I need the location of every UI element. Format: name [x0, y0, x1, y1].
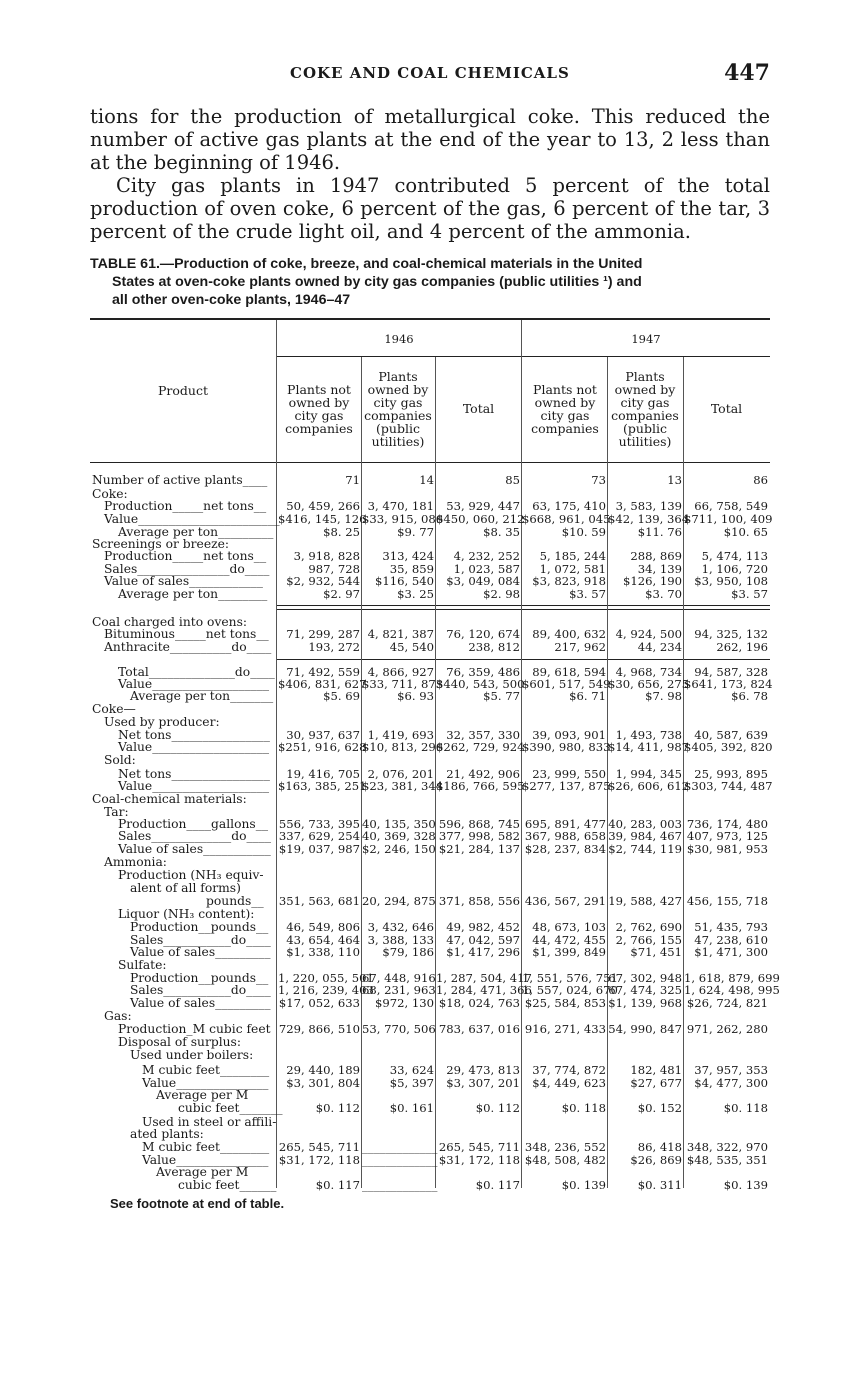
table-cell: 1, 493, 738 — [615, 728, 682, 742]
table-cell: $440, 543, 500 — [436, 677, 525, 691]
table-cell: 47, 238, 610 — [694, 933, 768, 947]
table-cell: $0. 161 — [389, 1101, 434, 1115]
row-label: ated plants: — [130, 1127, 204, 1141]
table-cell: $0. 311 — [637, 1178, 682, 1192]
table-cell: 73 — [591, 473, 606, 487]
table-cell: $5. 77 — [483, 689, 520, 703]
row-label: Liquor (NH₃ content): — [118, 907, 255, 921]
table-cell: $0. 112 — [475, 1101, 520, 1115]
table-cell: 66, 758, 549 — [694, 499, 768, 513]
page-number: 447 — [724, 60, 770, 86]
table-cell: $262, 729, 924 — [436, 740, 525, 754]
row-label: Production____gallons__ — [118, 817, 269, 831]
row-label: Production (NH₃ equiv- — [118, 868, 264, 882]
table-cell: 40, 283, 003 — [608, 817, 682, 831]
column-header: Plants not owned by city gas companies — [531, 382, 599, 436]
table-cell: 217, 962 — [554, 640, 606, 654]
row-label: Production__pounds__ — [130, 971, 269, 985]
table-cell: 1, 618, 879, 699 — [684, 971, 780, 985]
row-label: Sales_______________do____ — [104, 562, 270, 576]
table-cell: $390, 980, 833 — [522, 740, 611, 754]
table-cell: $28, 237, 834 — [524, 842, 606, 856]
row-label: Production_____net tons__ — [104, 499, 267, 513]
row-label: Production_M cubic feet — [118, 1022, 271, 1036]
table-cell: $1, 417, 296 — [446, 945, 520, 959]
table-cell: 67, 474, 325 — [608, 983, 682, 997]
table-cell: 94, 325, 132 — [694, 627, 768, 641]
table-cell: $3, 950, 108 — [694, 574, 768, 588]
table-cell: 377, 998, 582 — [438, 829, 520, 843]
table-cell: $4, 449, 623 — [532, 1076, 606, 1090]
table-cell: 94, 587, 328 — [694, 665, 768, 679]
column-header: Total — [462, 401, 495, 416]
row-label: Value of sales_________ — [130, 945, 271, 959]
row-label: M cubic feet________ — [142, 1063, 270, 1077]
table-cell: $6. 93 — [397, 689, 434, 703]
table-cell: 596, 868, 745 — [438, 817, 520, 831]
table-cell: 89, 618, 594 — [532, 665, 606, 679]
table-cell: $25, 584, 853 — [524, 996, 606, 1010]
table-cell: 2, 762, 690 — [615, 920, 682, 934]
paragraph: tions for the production of metallurgical coke. This reduced the number of active gas plants at the end of the year to 13, 2 less than at the beginning of 1946. — [90, 105, 770, 174]
row-label: Value___________________ — [118, 740, 270, 754]
table-cell: $18, 024, 763 — [438, 996, 520, 1010]
row-label: Production__pounds__ — [130, 920, 269, 934]
table-cell: $33, 915, 086 — [362, 512, 444, 526]
table-cell: $406, 831, 627 — [278, 677, 367, 691]
row-label: Disposal of surplus: — [118, 1035, 242, 1049]
paragraph: City gas plants in 1947 contributed 5 percent of the total production of oven coke, 6 percent of the gas, 6 percent of the tar, 3 percent of the crude light oil, and 4 percent of the ammonia. — [90, 174, 770, 243]
table-cell: 30, 937, 637 — [286, 728, 360, 742]
table-cell: $1, 399, 849 — [532, 945, 606, 959]
row-label: Average per ton_________ — [118, 525, 274, 539]
row-label: Average per M — [156, 1165, 249, 1179]
table-cell: $71, 451 — [630, 945, 682, 959]
table-cell: $163, 385, 251 — [278, 779, 367, 793]
table-cell: 407, 973, 125 — [686, 829, 768, 843]
table-cell: $641, 173, 824 — [684, 677, 773, 691]
table-cell: $3, 823, 918 — [532, 574, 606, 588]
table-cell: 971, 262, 280 — [686, 1022, 768, 1036]
table-cell: $30, 656, 275 — [608, 677, 690, 691]
table-cell: $450, 060, 212 — [436, 512, 525, 526]
table-cell: $0. 117 — [475, 1178, 520, 1192]
table-cell: $31, 172, 118 — [278, 1153, 360, 1167]
table-cell: 14 — [419, 473, 434, 487]
table-cell: $8. 25 — [323, 525, 360, 539]
table-cell: 1, 624, 498, 995 — [684, 983, 780, 997]
table-cell: $251, 916, 628 — [278, 740, 367, 754]
table-cell: 45, 540 — [389, 640, 434, 654]
row-label: Sales___________do____ — [130, 933, 271, 947]
table-cell: $42, 139, 364 — [608, 512, 690, 526]
table-cell: $668, 961, 045 — [522, 512, 611, 526]
row-label: Average per M — [156, 1088, 249, 1102]
table-cell: $48, 535, 351 — [686, 1153, 768, 1167]
table-cell: 29, 473, 813 — [446, 1063, 520, 1077]
table-cell: $1, 139, 968 — [608, 996, 682, 1010]
column-header: Plants not owned by city gas companies — [285, 382, 353, 436]
table-cell: 1, 220, 055, 501 — [278, 971, 374, 985]
table-cell: 4, 821, 387 — [367, 627, 434, 641]
table-cell: 85 — [505, 473, 520, 487]
table-row — [0, 1179, 854, 1192]
table-cell: 25, 993, 895 — [694, 767, 768, 781]
table-cell: 4, 968, 734 — [615, 665, 682, 679]
row-label: Used by producer: — [104, 715, 220, 729]
table-cell: $0. 118 — [723, 1101, 768, 1115]
year-header-1946: 1946 — [384, 332, 414, 346]
table-cell: 39, 984, 467 — [608, 829, 682, 843]
table-cell: 337, 629, 254 — [278, 829, 360, 843]
table-cell: 40, 369, 328 — [362, 829, 436, 843]
table-cell: 76, 359, 486 — [446, 665, 520, 679]
table-top-rule — [90, 318, 770, 320]
row-label: Sulfate: — [118, 958, 167, 972]
table-cell: $10. 65 — [723, 525, 768, 539]
table-cell: 53, 770, 506 — [362, 1022, 436, 1036]
table-cell: 44, 234 — [637, 640, 682, 654]
header-bottom-rule — [90, 462, 770, 463]
table-cell: 348, 322, 970 — [686, 1140, 768, 1154]
table-cell: $3, 049, 084 — [446, 574, 520, 588]
table-cell: $2, 932, 544 — [286, 574, 360, 588]
table-cell: $2. 97 — [323, 587, 360, 601]
table-row — [0, 869, 854, 882]
table-cell: 4, 924, 500 — [615, 627, 682, 641]
table-cell: 351, 563, 681 — [278, 894, 360, 908]
row-label: Coal charged into ovens: — [92, 615, 248, 629]
table-cell: $27, 677 — [630, 1076, 682, 1090]
table-cell: 37, 957, 353 — [694, 1063, 768, 1077]
table-cell: 44, 472, 455 — [532, 933, 606, 947]
row-label: Total______________do____ — [118, 665, 275, 679]
row-label: Production_____net tons__ — [104, 549, 267, 563]
table-row — [0, 1036, 854, 1049]
table-cell: 46, 549, 806 — [286, 920, 360, 934]
row-label: Value of sales___________ — [118, 842, 271, 856]
table-cell: 67, 302, 948 — [608, 971, 682, 985]
column-header: Plants owned by city gas companies (public utilities) — [364, 369, 432, 449]
table-cell: 19, 588, 427 — [608, 894, 682, 908]
table-cell: $21, 284, 137 — [438, 842, 520, 856]
table-cell: $17, 052, 633 — [278, 996, 360, 1010]
table-cell: 40, 135, 350 — [362, 817, 436, 831]
table-cell: $7. 98 — [645, 689, 682, 703]
table-cell: $33, 711, 873 — [362, 677, 444, 691]
table-cell: $186, 766, 595 — [436, 779, 525, 793]
table-cell: 39, 093, 901 — [532, 728, 606, 742]
table-cell: $30, 981, 953 — [686, 842, 768, 856]
table-cell: 288, 869 — [630, 549, 682, 563]
table-cell: $9. 77 — [397, 525, 434, 539]
product-header: Product — [158, 383, 208, 398]
table-cell: 1, 994, 345 — [615, 767, 682, 781]
table-cell: $3, 307, 201 — [446, 1076, 520, 1090]
row-label: Bituminous_____net tons__ — [104, 627, 269, 641]
table-cell: $79, 186 — [382, 945, 434, 959]
table-cell: 1, 287, 504, 417 — [436, 971, 532, 985]
table-cell: 1, 106, 720 — [701, 562, 768, 576]
table-cell: 736, 174, 480 — [686, 817, 768, 831]
table-cell: _____________ — [362, 1178, 438, 1192]
table-cell: 238, 812 — [468, 640, 520, 654]
row-label: Used in steel or affili- — [142, 1115, 277, 1129]
table-cell: 3, 918, 828 — [293, 549, 360, 563]
table-cell: 68, 231, 963 — [362, 983, 436, 997]
table-row — [0, 1049, 854, 1062]
table-cell: 71, 299, 287 — [286, 627, 360, 641]
table-cell: 1, 557, 024, 670 — [522, 983, 618, 997]
table-cell: 265, 545, 711 — [278, 1140, 360, 1154]
row-label: Average per ton_______ — [130, 689, 274, 703]
table-cell: 67, 448, 916 — [362, 971, 436, 985]
table-cell: 53, 929, 447 — [446, 499, 520, 513]
table-cell: $0. 152 — [637, 1101, 682, 1115]
row-label: Sales_____________do____ — [118, 829, 272, 843]
table-cell: _____________ — [362, 1153, 438, 1167]
row-label: Ammonia: — [104, 855, 167, 869]
table-cell: $5, 397 — [389, 1076, 434, 1090]
table-cell: 371, 858, 556 — [438, 894, 520, 908]
row-label: Value of sales_________ — [130, 996, 271, 1010]
table-cell: $3. 25 — [397, 587, 434, 601]
table-cell: $3. 70 — [645, 587, 682, 601]
table-cell: $0. 139 — [723, 1178, 768, 1192]
table-cell: $601, 517, 549 — [522, 677, 611, 691]
table-cell: $26, 724, 821 — [686, 996, 768, 1010]
table-cell: $10. 59 — [561, 525, 606, 539]
row-label: Coke— — [92, 702, 136, 716]
table-cell: 71 — [345, 473, 360, 487]
table-row — [0, 588, 854, 601]
caption-line: TABLE 61.—Production of coke, breeze, and coal-chemical materials in the United — [90, 256, 643, 272]
table-cell: 3, 470, 181 — [367, 499, 434, 513]
year-rule — [276, 356, 770, 357]
table-cell: $0. 112 — [315, 1101, 360, 1115]
row-label: alent of all forms) — [130, 881, 241, 895]
table-cell: 3, 432, 646 — [367, 920, 434, 934]
table-row — [0, 474, 854, 487]
row-label: Value___________________ — [118, 677, 270, 691]
table-cell: $10, 813, 296 — [362, 740, 444, 754]
table-cell: 71, 492, 559 — [286, 665, 360, 679]
row-label: Value___________________ — [118, 779, 270, 793]
table-cell: 54, 990, 847 — [608, 1022, 682, 1036]
table-cell: $972, 130 — [374, 996, 434, 1010]
table-cell: $6. 78 — [731, 689, 768, 703]
row-label: pounds__ — [206, 894, 264, 908]
table-cell: 1, 551, 576, 751 — [522, 971, 618, 985]
table-cell: 20, 294, 875 — [362, 894, 436, 908]
table-cell: 5, 185, 244 — [539, 549, 606, 563]
section-rule — [276, 605, 770, 606]
table-cell: 367, 988, 658 — [524, 829, 606, 843]
table-row — [0, 754, 854, 767]
table-cell: 4, 866, 927 — [367, 665, 434, 679]
table-cell: 34, 139 — [637, 562, 682, 576]
table-cell: $0. 117 — [315, 1178, 360, 1192]
row-label: Sold: — [104, 753, 136, 767]
table-cell: 1, 072, 581 — [539, 562, 606, 576]
table-cell: 3, 388, 133 — [367, 933, 434, 947]
table-cell: 50, 459, 266 — [286, 499, 360, 513]
table-cell: $277, 137, 875 — [522, 779, 611, 793]
table-cell: 89, 400, 632 — [532, 627, 606, 641]
table-cell: 3, 583, 139 — [615, 499, 682, 513]
table-cell: 49, 982, 452 — [446, 920, 520, 934]
table-cell: 1, 419, 693 — [367, 728, 434, 742]
table-cell: 76, 120, 674 — [446, 627, 520, 641]
row-label: cubic feet_______ — [178, 1101, 283, 1115]
table-cell: $126, 190 — [622, 574, 682, 588]
row-label: Value_______________________ — [104, 512, 280, 526]
table-cell: 86, 418 — [637, 1140, 682, 1154]
table-cell: 182, 481 — [630, 1063, 682, 1077]
table-cell: $11. 76 — [637, 525, 682, 539]
caption-line: States at oven-coke plants owned by city gas companies (public utilities ¹) and — [112, 274, 642, 290]
column-header: Total — [710, 401, 743, 416]
table-cell: $2. 98 — [483, 587, 520, 601]
table-cell: $5. 69 — [323, 689, 360, 703]
table-cell: 262, 196 — [716, 640, 768, 654]
table-cell: 695, 891, 477 — [524, 817, 606, 831]
table-cell: 2, 766, 155 — [615, 933, 682, 947]
page-header — [90, 60, 770, 90]
row-label: cubic feet______ — [178, 1178, 277, 1192]
row-label: Number of active plants____ — [92, 473, 268, 487]
table-cell: 51, 435, 793 — [694, 920, 768, 934]
row-label: Coal-chemical materials: — [92, 792, 247, 806]
table-cell: 456, 155, 718 — [686, 894, 768, 908]
table-cell: $14, 411, 987 — [608, 740, 690, 754]
table-cell: $8. 35 — [483, 525, 520, 539]
table-cell: $1, 471, 300 — [694, 945, 768, 959]
table-cell: 1, 284, 471, 366 — [436, 983, 532, 997]
table-cell: $3, 301, 804 — [286, 1076, 360, 1090]
year-header-1947: 1947 — [631, 332, 661, 346]
table-cell: 35, 859 — [389, 562, 434, 576]
table-cell: 783, 637, 016 — [438, 1022, 520, 1036]
row-label: Sales___________do____ — [130, 983, 271, 997]
table-cell: 5, 474, 113 — [701, 549, 768, 563]
row-label: Anthracite__________do____ — [104, 640, 272, 654]
table-cell: $2, 744, 119 — [608, 842, 682, 856]
table-cell: 436, 567, 291 — [524, 894, 606, 908]
row-label: Value_______________ — [142, 1076, 269, 1090]
table-cell: $23, 381, 344 — [362, 779, 444, 793]
table-cell: _____________ — [362, 1140, 438, 1154]
table-cell: $26, 869 — [630, 1153, 682, 1167]
row-label: Net tons________________ — [118, 728, 270, 742]
table-cell: $416, 145, 126 — [278, 512, 367, 526]
table-cell: $3. 57 — [569, 587, 606, 601]
column-header: Plants owned by city gas companies (public utilities) — [611, 369, 679, 449]
table-cell: 48, 673, 103 — [532, 920, 606, 934]
row-label: Average per ton________ — [118, 587, 268, 601]
table-cell: $19, 037, 987 — [278, 842, 360, 856]
table-cell: $2, 246, 150 — [362, 842, 436, 856]
table-cell: 313, 424 — [382, 549, 434, 563]
table-cell: $116, 540 — [374, 574, 434, 588]
table-cell: 987, 728 — [308, 562, 360, 576]
row-label: Used under boilers: — [130, 1048, 254, 1062]
row-label: Net tons________________ — [118, 767, 270, 781]
row-label: Tar: — [104, 805, 129, 819]
row-label: M cubic feet________ — [142, 1140, 270, 1154]
table-cell: $1, 338, 110 — [286, 945, 360, 959]
table-cell: $711, 100, 409 — [684, 512, 773, 526]
body-text — [90, 105, 770, 243]
table-cell: 47, 042, 597 — [446, 933, 520, 947]
table-caption — [90, 255, 770, 309]
row-label: Gas: — [104, 1009, 132, 1023]
footnote: See footnote at end of table. — [110, 1196, 285, 1211]
table-row — [0, 1102, 854, 1115]
table-cell: 4, 232, 252 — [453, 549, 520, 563]
table-cell: 556, 733, 395 — [278, 817, 360, 831]
table-cell: 193, 272 — [308, 640, 360, 654]
table-cell: 2, 076, 201 — [367, 767, 434, 781]
table-cell: 43, 654, 464 — [286, 933, 360, 947]
table-cell: 23, 999, 550 — [532, 767, 606, 781]
table-row — [0, 641, 854, 654]
table-cell: $0. 118 — [561, 1101, 606, 1115]
total-rule — [276, 659, 770, 660]
row-label: Screenings or breeze: — [92, 537, 230, 551]
table-cell: 265, 545, 711 — [438, 1140, 520, 1154]
table-cell: $31, 172, 118 — [438, 1153, 520, 1167]
row-label: Coke: — [92, 487, 128, 501]
table-cell: 40, 587, 639 — [694, 728, 768, 742]
table-cell: 21, 492, 906 — [446, 767, 520, 781]
table-cell: 13 — [667, 473, 682, 487]
table-cell: 29, 440, 189 — [286, 1063, 360, 1077]
table-cell: 63, 175, 410 — [532, 499, 606, 513]
row-label: Value_______________ — [142, 1153, 269, 1167]
caption-line: all other oven-coke plants, 1946–47 — [112, 292, 351, 308]
running-title: COKE AND COAL CHEMICALS — [290, 64, 570, 82]
table-cell: 37, 774, 872 — [532, 1063, 606, 1077]
table-cell: $303, 744, 487 — [684, 779, 773, 793]
table-cell: $3. 57 — [731, 587, 768, 601]
table-cell: $48, 508, 482 — [524, 1153, 606, 1167]
table-cell: 1, 023, 587 — [453, 562, 520, 576]
table-cell: $6. 71 — [569, 689, 606, 703]
table-cell: $405, 392, 820 — [684, 740, 773, 754]
table-cell: $4, 477, 300 — [694, 1076, 768, 1090]
table-cell: 33, 624 — [389, 1063, 434, 1077]
table-cell: $26, 606, 612 — [608, 779, 690, 793]
table-cell: 86 — [753, 473, 768, 487]
table-cell: 729, 866, 510 — [278, 1022, 360, 1036]
table-cell: 348, 236, 552 — [524, 1140, 606, 1154]
table-cell: 1, 216, 239, 403 — [278, 983, 374, 997]
table-cell: 916, 271, 433 — [524, 1022, 606, 1036]
row-label: Value of sales____________ — [104, 574, 263, 588]
table-cell: 19, 416, 705 — [286, 767, 360, 781]
table-cell: $0. 139 — [561, 1178, 606, 1192]
section-rule — [276, 609, 770, 610]
table-cell: 32, 357, 330 — [446, 728, 520, 742]
